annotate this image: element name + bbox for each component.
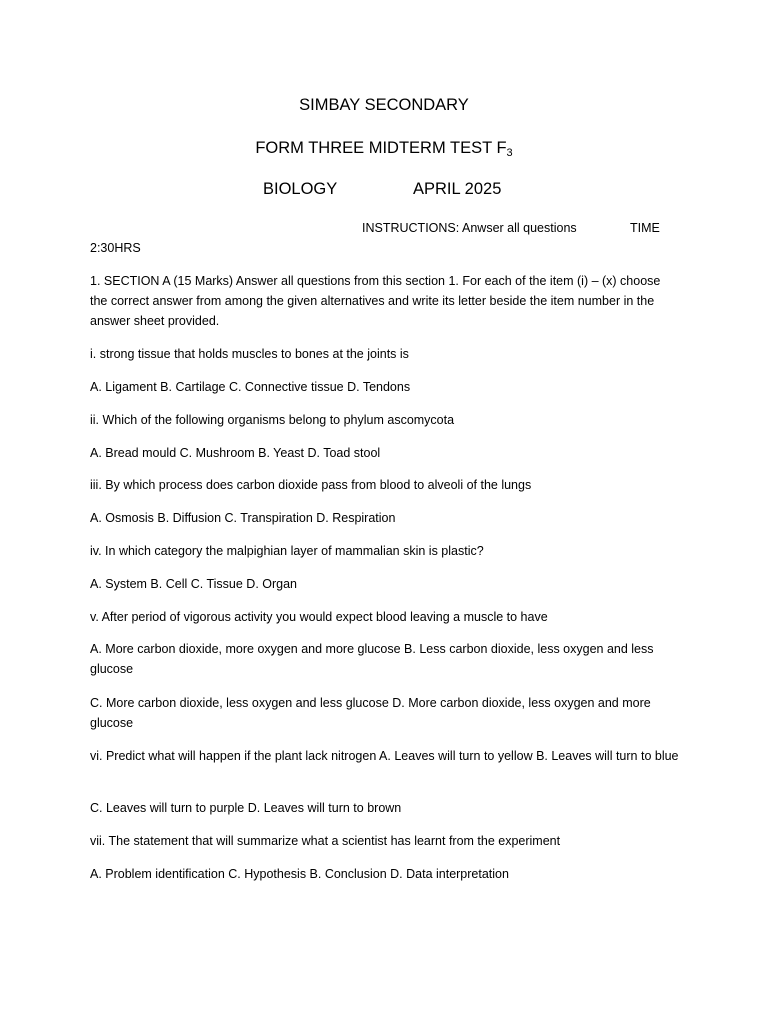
test-title-text: FORM THREE MIDTERM TEST F <box>255 139 507 157</box>
test-title <box>0 139 768 159</box>
answers-3: A. Osmosis B. Diffusion C. Transpiration D. Respiration <box>90 511 396 525</box>
answers-4: A. System B. Cell C. Tissue D. Organ <box>90 577 298 591</box>
question-6: vi. Predict what will happen if the plant lack nitrogen A. Leaves will turn to yellow B. Leaves will turn to blue <box>90 749 679 763</box>
time-label: TIME <box>630 221 660 235</box>
instructions-text: INSTRUCTIONS: Anwser all questions <box>362 221 577 235</box>
question-4: iv. In which category the malpighian layer of mammalian skin is plastic? <box>90 544 484 558</box>
test-title-subscript: 3 <box>506 147 513 159</box>
question-3: iii. By which process does carbon dioxide pass from blood to alveoli of the lungs <box>90 478 532 492</box>
school-name: SIMBAY SECONDARY <box>299 96 469 114</box>
time-value: 2:30HRS <box>90 241 141 255</box>
subject-date-row <box>263 180 502 199</box>
subject-label: BIOLOGY <box>263 180 338 198</box>
question-1: i. strong tissue that holds muscles to bones at the joints is <box>90 347 409 361</box>
answers-7: A. Problem identification C. Hypothesis B. Conclusion D. Data interpretation <box>90 867 509 881</box>
answers-5b: C. More carbon dioxide, less oxygen and less glucose D. More carbon dioxide, less oxygen and more glucose <box>90 696 651 730</box>
answers-6: C. Leaves will turn to purple D. Leaves will turn to brown <box>90 801 402 815</box>
question-2: ii. Which of the following organisms belong to phylum ascomycota <box>90 413 455 427</box>
exam-date: APRIL 2025 <box>413 180 502 198</box>
answers-2: A. Bread mould C. Mushroom B. Yeast D. Toad stool <box>90 446 381 460</box>
section-intro: 1. SECTION A (15 Marks) Answer all questions from this section 1. For each of the item (i) – (x) choose the correct answer from among the given alternatives and write its letter beside the item number in the answer sheet provided. <box>90 274 661 328</box>
answers-1: A. Ligament B. Cartilage C. Connective tissue D. Tendons <box>90 380 411 394</box>
question-7: vii. The statement that will summarize what a scientist has learnt from the experiment <box>90 834 561 848</box>
answers-5a: A. More carbon dioxide, more oxygen and more glucose B. Less carbon dioxide, less oxygen and less glucose <box>90 642 654 676</box>
question-5: v. After period of vigorous activity you would expect blood leaving a muscle to have <box>90 610 548 624</box>
